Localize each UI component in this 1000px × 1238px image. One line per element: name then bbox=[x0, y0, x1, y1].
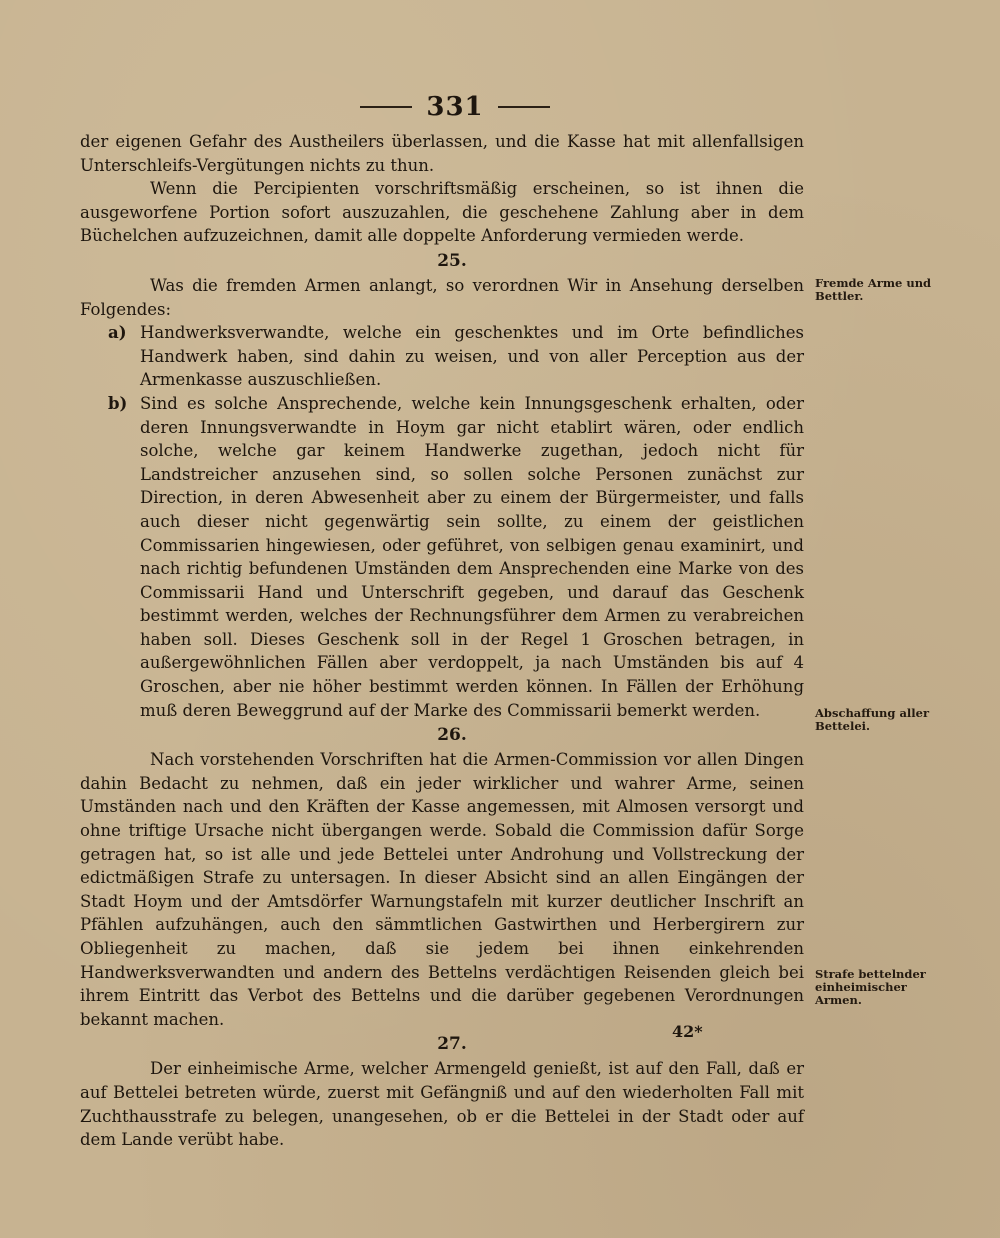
list-marker-b: b) bbox=[108, 393, 128, 413]
page-header bbox=[360, 92, 550, 122]
paragraph-25-intro: Was die fremden Armen anlangt, so verordnen Wir in Ansehung derselben Folgendes: bbox=[80, 275, 804, 319]
list-item-b bbox=[80, 392, 804, 722]
header-rule-right bbox=[498, 106, 550, 108]
section-heading-27: 27. bbox=[437, 1034, 467, 1055]
list-marker-a: a) bbox=[108, 323, 127, 343]
margin-note-27: Strafe bettelnder einheimischer Armen. bbox=[815, 967, 926, 1007]
list-text-a: Handwerksverwandte, welche ein geschenktes und im Orte befindliches Handwerk haben, sind dahin zu weisen, und von aller Perception aus der Armenkasse auszuschließen. bbox=[140, 323, 804, 390]
margin-note-25: Fremde Arme und Bettler. bbox=[815, 276, 932, 303]
section-heading-26: 26. bbox=[437, 725, 467, 746]
list-item-a bbox=[80, 321, 804, 392]
page-number: 331 bbox=[426, 92, 484, 122]
list-text-b: Sind es solche Ansprechende, welche kein Innungsgeschenk erhalten, oder deren Innungsverwandte in Hoym gar nicht etablirt wären, oder endlich solche, welche gar keinem Handwerke zugethan, jedoch nicht für Landstreicher anzusehen sind, so sollen solche Personen zunächst zur Direction, in deren Abwesenheit aber zu einem der Bürgermeister, und falls auch dieser nicht gegenwärtig sein sollte, zu einem der geistlichen Commissarien hingewiesen, oder geführet, von selbigen genau examinirt, und nach richtig befundenen Umständen dem Ansprechenden eine Marke von des Commissarii Hand und Unterschrift gegeben, und darauf das Geschenk bestimmt werden, welches der Rechnungsführer dem Armen zu verabreichen haben soll. Dieses Geschenk soll in der Regel 1 Groschen betragen, in außergewöhnlichen Fällen aber verdoppelt, ja nach Umständen bis auf 4 Groschen, aber nie höher bestimmt werden können. In Fällen der Erhöhung muß deren Beweggrund auf der Marke des Commissarii bemerkt werden. bbox=[140, 393, 804, 720]
margin-note-26: Abschaffung aller Bettelei. bbox=[815, 706, 930, 733]
paragraph-26: Nach vorstehenden Vorschriften hat die Armen-Commission vor allen Dingen dahin Bedacht zu nehmen, daß ein jeder wirklicher und wahrer Arme, seinen Umständen nach und den Kräften der Kasse angemessen, mit Almosen versorgt und ohne triftige Ursache nicht übergangen werde. Sobald die Commission dafür Sorge getragen hat, so ist alle und jede Bettelei unter Androhung und Vollstreckung der edictmäßigen Strafe zu untersagen. In dieser Absicht sind an allen Eingängen der Stadt Hoym und der Amtsdörfer Warnungstafeln mit kurzer deutlicher Inschrift an Pfählen aufzuhängen, auch den sämmtlichen Gastwirthen und Herbergirern zur Obliegenheit zu machen, daß sie jedem bei ihnen einkehrenden Handwerksverwandten und andern des Bettelns verdächtigen Reisenden gleich bei ihrem Eintritt das Verbot des Bettelns und die darüber gegebenen Verordnungen bekannt machen. bbox=[80, 750, 804, 1029]
signature-mark: 42* bbox=[672, 1022, 703, 1041]
paragraph-recipients: Wenn die Percipienten vorschriftsmäßig erscheinen, so ist ihnen die ausgeworfene Portion sofort auszuzahlen, die geschehene Zahlung aber in dem Büchelchen aufzuzeichnen, damit alle doppelte Anforderung vermieden werde. bbox=[80, 179, 804, 246]
main-text bbox=[80, 130, 804, 1152]
paragraph-27: Der einheimische Arme, welcher Armengeld genießt, ist auf den Fall, daß er auf Bettelei betreten würde, zuerst mit Gefängniß und auf den wiederholten Fall mit Zuchthausstrafe zu belegen, unangesehen, ob er die Bettelei in der Stadt oder auf dem Lande verübt habe. bbox=[80, 1059, 804, 1150]
section-heading-25: 25. bbox=[437, 250, 467, 271]
header-rule-left bbox=[360, 106, 412, 108]
paragraph-intro: der eigenen Gefahr des Austheilers überlassen, und die Kasse hat mit allenfallsigen Unterschleifs-Vergütungen nichts zu thun. bbox=[80, 132, 804, 175]
